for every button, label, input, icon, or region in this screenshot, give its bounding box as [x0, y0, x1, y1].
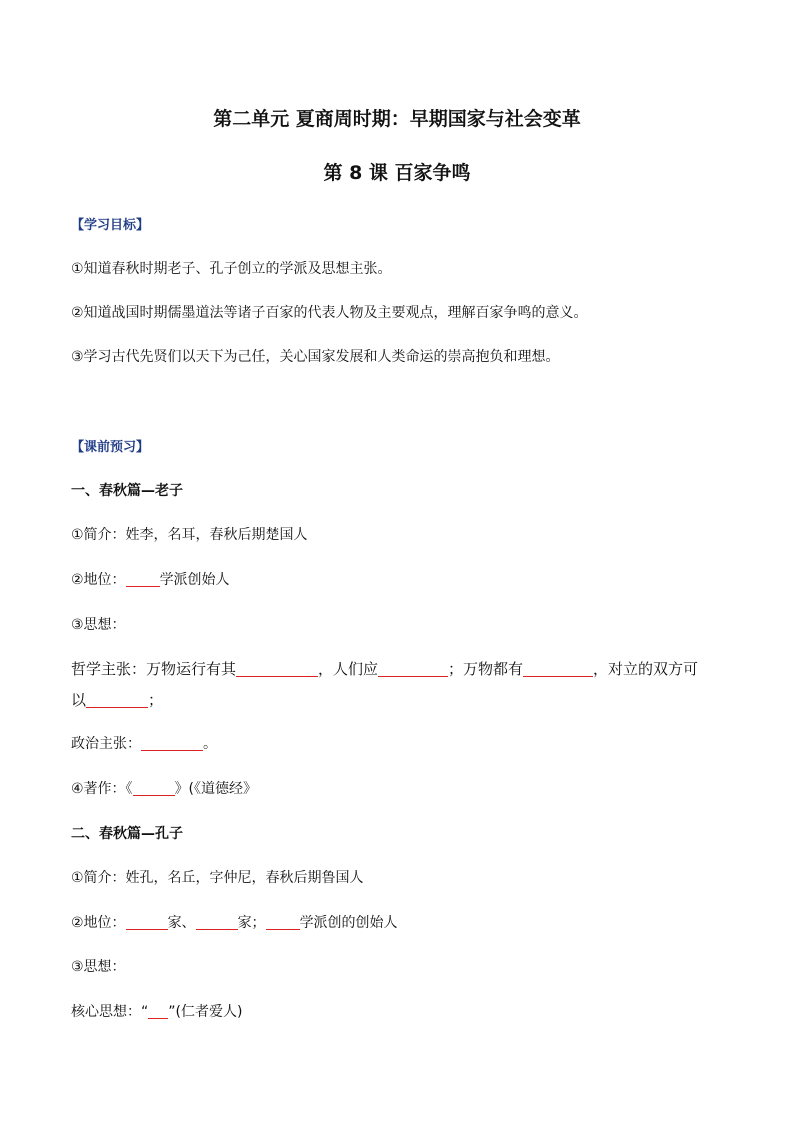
goal-item: ①知道春秋时期老子、孔子创立的学派及思想主张。	[71, 261, 392, 277]
laozi-intro: ①简介：姓李，名耳，春秋后期楚国人	[71, 527, 308, 543]
fill-blank[interactable]	[196, 915, 238, 930]
fill-blank[interactable]	[266, 915, 300, 930]
laozi-philosophy: 哲学主张：万物运行有其 ，人们应 ；万物都有 ，对立的双方可	[71, 660, 699, 678]
goal-item: ②知道战国时期儒墨道法等诸子百家的代表人物及主要观点，理解百家争鸣的意义。	[71, 305, 588, 321]
laozi-philosophy-cont: 以 ；	[71, 691, 164, 709]
fill-blank[interactable]	[236, 662, 318, 677]
fill-blank[interactable]	[126, 572, 160, 587]
unit-title: 第二单元 夏商周时期：早期国家与社会变革	[213, 108, 581, 130]
kongzi-core: 核心思想：“ ”(仁者爱人)	[71, 1004, 243, 1020]
laozi-politics: 政治主张： 。	[71, 736, 217, 752]
laozi-heading: 一、春秋篇—老子	[71, 483, 183, 499]
laozi-thought: ③思想：	[71, 617, 126, 633]
fill-blank[interactable]	[378, 662, 448, 677]
kongzi-intro: ①简介：姓孔，名丘，字仲尼，春秋后期鲁国人	[71, 870, 364, 886]
laozi-status: ②地位： 学派创始人	[71, 572, 230, 588]
preview-header: 【课前预习】	[71, 440, 150, 455]
fill-blank[interactable]	[86, 693, 148, 708]
goals-header: 【学习目标】	[71, 218, 150, 233]
fill-blank[interactable]	[523, 662, 593, 677]
fill-blank[interactable]	[148, 1004, 168, 1019]
kongzi-heading: 二、春秋篇—孔子	[71, 826, 183, 842]
laozi-works: ④著作：《 》(《道德经》	[71, 781, 258, 797]
goal-item: ③学习古代先贤们以天下为己任，关心国家发展和人类命运的崇高抱负和理想。	[71, 349, 560, 365]
fill-blank[interactable]	[141, 736, 203, 751]
kongzi-status: ②地位： 家、 家； 学派创的创始人	[71, 915, 398, 931]
fill-blank[interactable]	[133, 781, 175, 796]
lesson-title: 第 8 课 百家争鸣	[323, 162, 471, 184]
kongzi-thought: ③思想：	[71, 959, 126, 975]
fill-blank[interactable]	[126, 915, 168, 930]
